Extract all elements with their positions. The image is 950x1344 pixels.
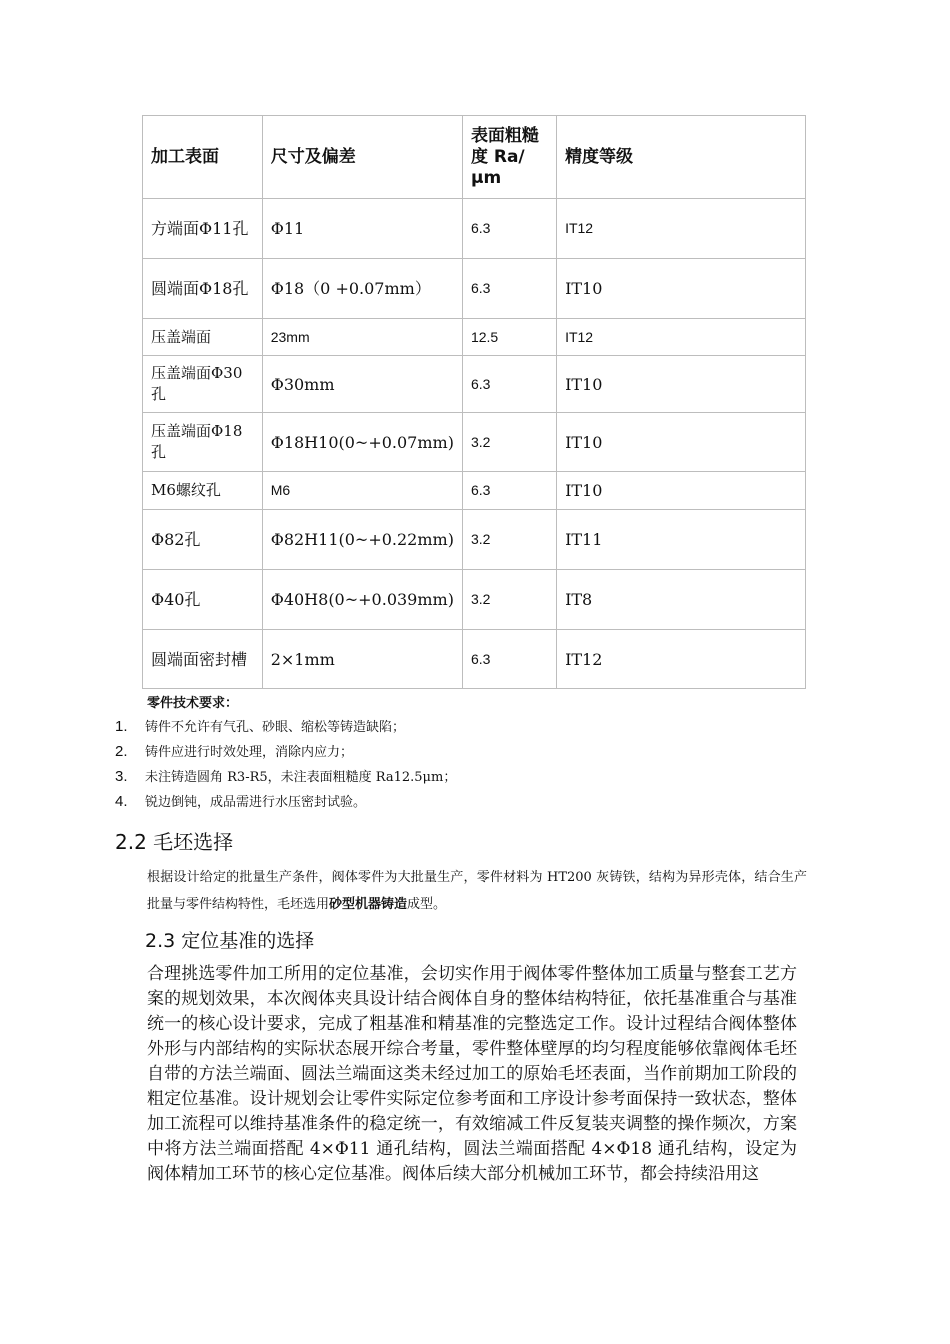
list-item <box>115 739 456 764</box>
list-item <box>115 764 456 789</box>
cell-surface: Φ82孔 <box>143 510 263 570</box>
cell-surface: 圆端面密封槽 <box>143 630 263 689</box>
cell-surface: 压盖端面Φ18孔 <box>143 413 263 472</box>
table-row <box>143 510 806 570</box>
cell-roughness: 6.3 <box>462 356 556 413</box>
table-row <box>143 259 806 319</box>
cell-roughness: 3.2 <box>462 413 556 472</box>
cell-dimension: Φ30mm <box>262 356 462 413</box>
table-row <box>143 199 806 259</box>
cell-roughness: 6.3 <box>462 259 556 319</box>
cell-dimension: 2×1mm <box>262 630 462 689</box>
cell-precision: IT10 <box>557 472 806 510</box>
cell-surface: M6螺纹孔 <box>143 472 263 510</box>
cell-dimension: M6 <box>262 472 462 510</box>
cell-roughness: 6.3 <box>462 472 556 510</box>
cell-surface: Φ40孔 <box>143 570 263 630</box>
paragraph-text-end: 成型。 <box>407 897 447 912</box>
list-number: 2. <box>115 743 128 760</box>
list-text: 铸件应进行时效处理，消除内应力； <box>145 745 354 760</box>
list-item <box>115 714 456 739</box>
header-precision: 精度等级 <box>557 116 806 199</box>
cell-roughness: 3.2 <box>462 510 556 570</box>
table-row <box>143 472 806 510</box>
cell-precision: IT11 <box>557 510 806 570</box>
requirements-list <box>115 714 456 814</box>
header-dimension: 尺寸及偏差 <box>262 116 462 199</box>
table-row <box>143 413 806 472</box>
cell-precision: IT10 <box>557 413 806 472</box>
table-row <box>143 319 806 356</box>
cell-surface: 压盖端面 <box>143 319 263 356</box>
list-text: 铸件不允许有气孔、砂眼、缩松等铸造缺陷； <box>145 720 406 735</box>
table-header-row <box>143 116 806 199</box>
table-row <box>143 570 806 630</box>
cell-surface: 方端面Φ11孔 <box>143 199 263 259</box>
list-number: 4. <box>115 793 128 810</box>
cell-surface: 压盖端面Φ30孔 <box>143 356 263 413</box>
cell-precision: IT10 <box>557 259 806 319</box>
list-text: 未注铸造圆角 R3-R5，未注表面粗糙度 Ra12.5μm； <box>145 770 457 785</box>
list-number: 3. <box>115 768 128 785</box>
machining-spec-table <box>142 115 806 689</box>
cell-precision: IT8 <box>557 570 806 630</box>
cell-precision: IT12 <box>557 630 806 689</box>
cell-precision: IT10 <box>557 356 806 413</box>
table-row <box>143 356 806 413</box>
section-heading-2-2: 2.2 毛坯选择 <box>115 830 234 854</box>
cell-precision: IT12 <box>557 319 806 356</box>
section-heading-2-3: 2.3 定位基准的选择 <box>145 930 315 952</box>
cell-roughness: 3.2 <box>462 570 556 630</box>
cell-roughness: 6.3 <box>462 199 556 259</box>
list-text: 锐边倒钝，成品需进行水压密封试验。 <box>145 795 367 810</box>
datum-selection-paragraph: 合理挑选零件加工所用的定位基准，会切实作用于阀体零件整体加工质量与整套工艺方案的规划效果，本次阀体夹具设计结合阀体自身的整体结构特征，依托基准重合与基准统一的核心设计要求，完成了粗基准和精基准的完整选定工作。设计过程结合阀体整体外形与内部结构的实际状态展开综合考量，零件整体壁厚的均匀程度能够依靠阀体毛坯自带的方法兰端面、圆法兰端面这类未经过加工的原始毛坯表面，当作前期加工阶段的粗定位基准。设计规划会让零件实际定位参考面和工序设计参考面保持一致状态，整体加工流程可以维持基准条件的稳定统一，有效缩减工件反复装夹调整的操作频次，方案中将方法兰端面搭配 4×Φ11 通孔结构，圆法兰端面搭配 4×Φ18 通孔结构，设定为阀体精加工环节的核心定位基准。阀体后续大部分机械加工环节，都会持续沿用这 <box>147 964 797 1184</box>
list-item <box>115 789 456 814</box>
cell-dimension: Φ40H8(0~+0.039mm) <box>262 570 462 630</box>
header-roughness: 表面粗糙度 Ra/μm <box>462 116 556 199</box>
header-surface: 加工表面 <box>143 116 263 199</box>
table-row <box>143 630 806 689</box>
cell-dimension: 23mm <box>262 319 462 356</box>
requirements-title: 零件技术要求： <box>147 696 239 711</box>
cell-dimension: Φ11 <box>262 199 462 259</box>
cell-dimension: Φ18（0 +0.07mm） <box>262 259 462 319</box>
cell-roughness: 12.5 <box>462 319 556 356</box>
paragraph-text: 根据设计给定的批量生产条件，阀体零件为大批量生产，零件材料为 HT200 灰铸铁，结构为异形壳体，结合生产批量与零件结构特性，毛坯选用 <box>147 870 807 912</box>
paragraph-bold-text: 砂型机器铸造 <box>329 897 408 912</box>
cell-roughness: 6.3 <box>462 630 556 689</box>
cell-surface: 圆端面Φ18孔 <box>143 259 263 319</box>
cell-dimension: Φ82H11(0~+0.22mm) <box>262 510 462 570</box>
blank-selection-paragraph <box>147 864 807 918</box>
list-number: 1. <box>115 718 128 735</box>
cell-dimension: Φ18H10(0~+0.07mm) <box>262 413 462 472</box>
cell-precision: IT12 <box>557 199 806 259</box>
